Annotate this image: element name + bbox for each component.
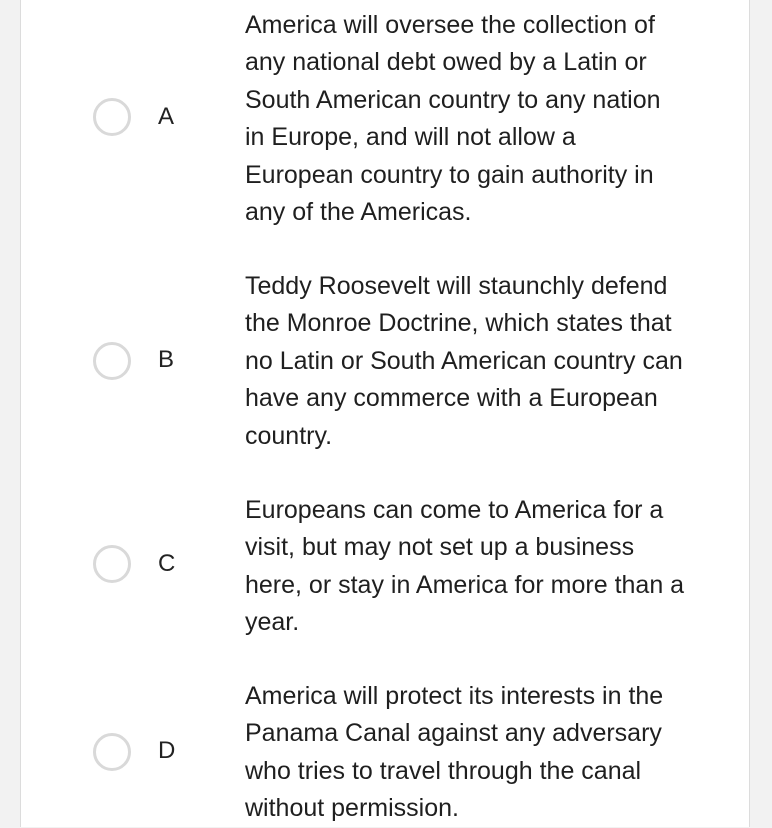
radio-button-d[interactable]: [93, 733, 131, 771]
option-letter-d: D: [158, 737, 176, 764]
option-letter-a: A: [158, 103, 175, 130]
option-text-b: Teddy Roosevelt will staunchly defend the Monroe Doctrine, which states that no Latin or South American country can have any commerce with a European country.: [245, 272, 683, 450]
option-text-a: America will oversee the collection of any national debt owed by a Latin or South American country to any nation in Europe, and will not allow a European country to gain authority in any of the Americas.: [245, 11, 661, 227]
answer-option-c[interactable]: [21, 492, 749, 642]
option-text-c: Europeans can come to America for a visit, but may not set up a business here, or stay in America for more than a year.: [245, 496, 685, 637]
option-text-d: America will protect its interests in the Panama Canal against any adversary who tries to travel through the canal without permission.: [245, 682, 664, 823]
answer-option-a[interactable]: [21, 7, 749, 237]
radio-button-b[interactable]: [93, 342, 131, 380]
option-letter-b: B: [158, 346, 175, 373]
answer-option-d[interactable]: [21, 678, 749, 827]
answer-option-b[interactable]: [21, 268, 749, 458]
radio-button-a[interactable]: [93, 98, 131, 136]
radio-button-c[interactable]: [93, 545, 131, 583]
option-letter-c: C: [158, 550, 176, 577]
answer-options-panel: [20, 0, 750, 827]
